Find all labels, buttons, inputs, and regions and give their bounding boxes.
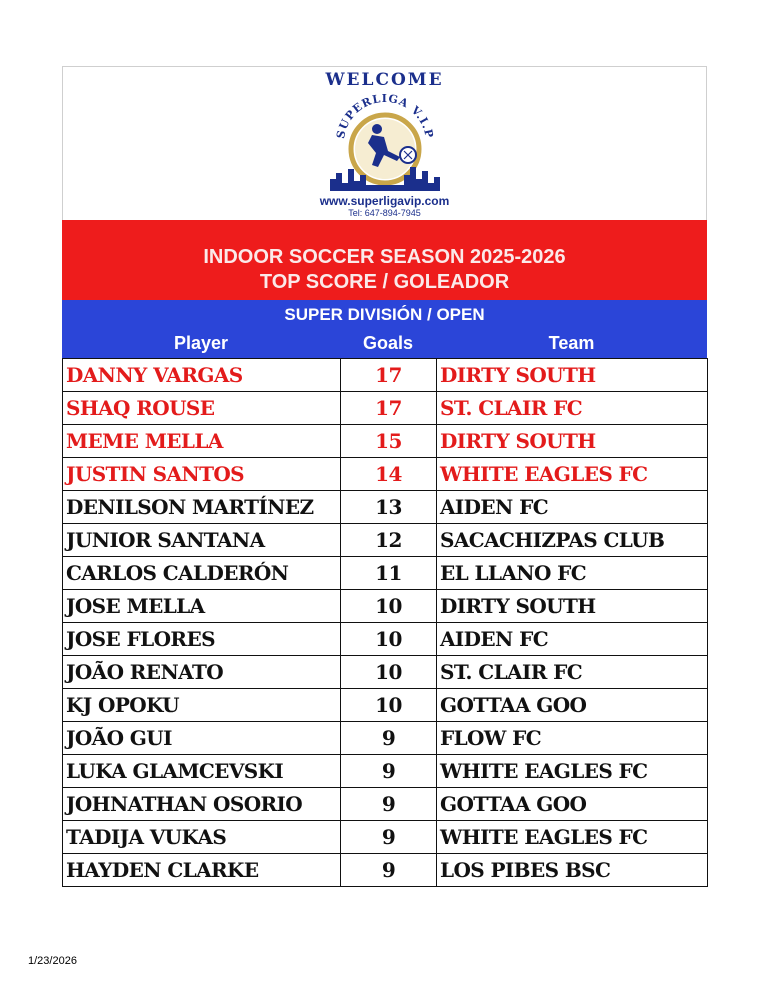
table-row <box>63 722 708 755</box>
goals-cell: 13 <box>341 491 437 524</box>
team-cell: WHITE EAGLES FC <box>437 821 708 854</box>
top-scorers-table <box>62 358 708 887</box>
goals-cell: 11 <box>341 557 437 590</box>
goals-cell: 9 <box>341 722 437 755</box>
table-row <box>63 590 708 623</box>
team-cell: DIRTY SOUTH <box>437 425 708 458</box>
table-row <box>63 788 708 821</box>
table-row <box>63 854 708 887</box>
column-header-team: Team <box>548 333 595 353</box>
logo-text: SUPERLIGA V.I.P <box>334 91 436 140</box>
team-cell: AIDEN FC <box>437 491 708 524</box>
table-row <box>63 656 708 689</box>
player-cell: JUSTIN SANTOS <box>63 458 341 491</box>
team-cell: WHITE EAGLES FC <box>437 755 708 788</box>
table-row <box>63 557 708 590</box>
team-cell: GOTTAA GOO <box>437 788 708 821</box>
table-row <box>63 392 708 425</box>
goals-cell: 9 <box>341 788 437 821</box>
table-row <box>63 821 708 854</box>
player-cell: JOSE MELLA <box>63 590 341 623</box>
player-cell: MEME MELLA <box>63 425 341 458</box>
goals-cell: 9 <box>341 821 437 854</box>
goals-cell: 10 <box>341 689 437 722</box>
player-cell: JOSE FLORES <box>63 623 341 656</box>
leaderboard-subtitle: TOP SCORE / GOLEADOR <box>259 271 510 293</box>
player-cell: CARLOS CALDERÓN <box>63 557 341 590</box>
division-title: SUPER DIVISIÓN / OPEN <box>284 305 485 324</box>
report-date: 1/23/2026 <box>28 955 77 967</box>
column-header-player: Player <box>173 333 229 353</box>
table-row <box>63 755 708 788</box>
player-cell: HAYDEN CLARKE <box>63 854 341 887</box>
player-cell: JOHNATHAN OSORIO <box>63 788 341 821</box>
table-row <box>63 689 708 722</box>
goals-cell: 10 <box>341 623 437 656</box>
goals-cell: 15 <box>341 425 437 458</box>
team-cell: DIRTY SOUTH <box>437 359 708 392</box>
goals-cell: 10 <box>341 590 437 623</box>
team-cell: AIDEN FC <box>437 623 708 656</box>
team-cell: WHITE EAGLES FC <box>437 458 708 491</box>
team-cell: GOTTAA GOO <box>437 689 708 722</box>
player-cell: JOÃO GUI <box>63 722 341 755</box>
header-box <box>62 66 707 220</box>
player-cell: JUNIOR SANTANA <box>63 524 341 557</box>
player-cell: DENILSON MARTÍNEZ <box>63 491 341 524</box>
player-cell: KJ OPOKU <box>63 689 341 722</box>
goals-cell: 14 <box>341 458 437 491</box>
player-cell: DANNY VARGAS <box>63 359 341 392</box>
table-row <box>63 359 708 392</box>
team-cell: FLOW FC <box>437 722 708 755</box>
scoreboard-sheet <box>62 66 707 887</box>
team-cell: LOS PIBES BSC <box>437 854 708 887</box>
player-cell: JOÃO RENATO <box>63 656 341 689</box>
goals-cell: 17 <box>341 359 437 392</box>
player-cell: TADIJA VUKAS <box>63 821 341 854</box>
table-row <box>63 524 708 557</box>
goals-cell: 10 <box>341 656 437 689</box>
player-cell: SHAQ ROUSE <box>63 392 341 425</box>
goals-cell: 12 <box>341 524 437 557</box>
goals-cell: 9 <box>341 755 437 788</box>
season-title: INDOOR SOCCER SEASON 2025-2026 <box>203 246 566 268</box>
division-header <box>62 300 707 358</box>
goals-cell: 17 <box>341 392 437 425</box>
website-url: www.superligavip.com <box>319 194 450 208</box>
table-row <box>63 458 708 491</box>
team-cell: ST. CLAIR FC <box>437 392 708 425</box>
table-row <box>63 491 708 524</box>
player-cell: LUKA GLAMCEVSKI <box>63 755 341 788</box>
goals-cell: 9 <box>341 854 437 887</box>
table-row <box>63 425 708 458</box>
team-cell: SACACHIZPAS CLUB <box>437 524 708 557</box>
phone-number: Tel: 647-894-7945 <box>348 208 421 218</box>
column-header-goals: Goals <box>362 333 414 353</box>
superliga-logo <box>320 87 450 197</box>
season-banner <box>62 220 707 300</box>
team-cell: EL LLANO FC <box>437 557 708 590</box>
team-cell: DIRTY SOUTH <box>437 590 708 623</box>
team-cell: ST. CLAIR FC <box>437 656 708 689</box>
welcome-title: WELCOME <box>325 70 444 90</box>
table-row <box>63 623 708 656</box>
